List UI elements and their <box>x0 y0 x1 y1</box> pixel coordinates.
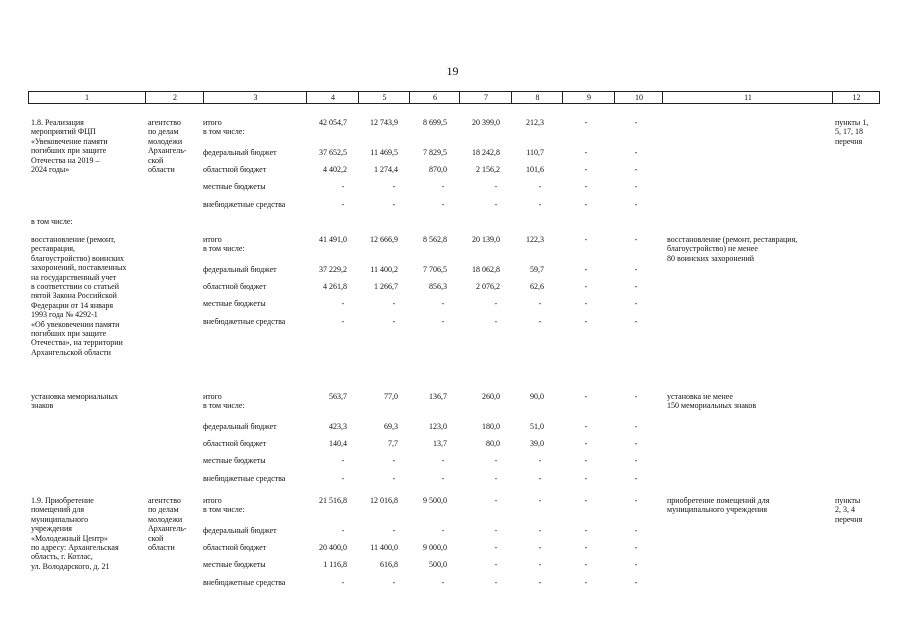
value-cell: - <box>584 282 588 291</box>
value-cell: - <box>584 148 588 157</box>
block-0-ref-line: перечня <box>835 136 863 146</box>
value-cell: - <box>341 474 345 483</box>
block-0-executor-line: ской <box>148 155 164 165</box>
value-cell: 870,0 <box>429 165 447 174</box>
row-label: федеральный бюджет <box>203 265 277 274</box>
value-cell: - <box>634 200 638 209</box>
value-cell: - <box>634 392 638 401</box>
value-cell: 4 261,8 <box>323 282 347 291</box>
value-cell: 122,3 <box>526 235 544 244</box>
value-cell: - <box>494 317 498 326</box>
row-label: областной бюджет <box>203 543 267 552</box>
row-label: итого <box>203 392 222 401</box>
block-1-title-line: пятой Закона Российской <box>31 291 117 301</box>
block-3-result-line: муниципального учреждения <box>667 505 768 515</box>
block-0-ref-line: пункты 1, <box>835 118 869 127</box>
row-label: федеральный бюджет <box>203 422 277 431</box>
value-cell: 18 242,8 <box>472 148 500 157</box>
row-label: итого <box>203 496 222 505</box>
value-cell: 59,7 <box>530 265 544 274</box>
row-sublabel: в том числе: <box>203 401 245 411</box>
block-3-ref-line: 2, 3, 4 <box>835 505 855 515</box>
page-number: 19 <box>446 64 459 78</box>
value-cell: - <box>494 578 498 587</box>
value-cell: - <box>341 526 345 535</box>
block-1-title-line: реставрация, <box>31 244 76 254</box>
value-cell: - <box>584 543 588 552</box>
value-cell: 8 562,8 <box>423 235 447 244</box>
block-1-result-line: 80 воинских захоронений <box>667 253 755 263</box>
value-cell: - <box>634 578 638 587</box>
value-cell: - <box>584 496 588 505</box>
row-sublabel: в том числе: <box>203 127 245 137</box>
value-cell: - <box>392 182 396 191</box>
block-0-executor-line: области <box>148 165 175 174</box>
block-1-title-line: «Об увековечении памяти <box>31 319 120 329</box>
value-cell: - <box>341 578 345 587</box>
header-col-9: 9 <box>562 92 615 103</box>
value-cell: - <box>634 422 638 431</box>
block-3-executor-line: молодежи <box>148 514 183 524</box>
block-3-executor-line: Архангель- <box>148 524 187 534</box>
value-cell: - <box>538 560 542 569</box>
value-cell: - <box>441 200 445 209</box>
row-label: местные бюджеты <box>203 299 266 308</box>
block-3-result-line: приобретение помещений для <box>667 496 770 505</box>
value-cell: - <box>494 200 498 209</box>
block-1-title-line: Отечества», на территории <box>31 338 123 348</box>
value-cell: 12 743,9 <box>370 118 398 127</box>
row-label: внебюджетные средства <box>203 578 286 587</box>
value-cell: - <box>538 182 542 191</box>
value-cell: 110,7 <box>526 148 544 157</box>
value-cell: - <box>341 299 345 308</box>
value-cell: 62,6 <box>530 282 544 291</box>
value-cell: - <box>441 474 445 483</box>
block-0-ref-line: 5, 17, 18 <box>835 127 863 137</box>
block-3-title-line: 1.9. Приобретение <box>31 496 94 505</box>
value-cell: - <box>584 456 588 465</box>
value-cell: - <box>392 299 396 308</box>
value-cell: - <box>584 439 588 448</box>
value-cell: 101,6 <box>526 165 544 174</box>
row-label: внебюджетные средства <box>203 474 286 483</box>
value-cell: 20 139,0 <box>472 235 500 244</box>
row-sublabel: в том числе: <box>203 244 245 254</box>
value-cell: - <box>634 439 638 448</box>
block-0-title-line: 2024 годы» <box>31 165 70 174</box>
value-cell: - <box>494 526 498 535</box>
value-cell: - <box>494 182 498 191</box>
value-cell: 77,0 <box>384 392 398 401</box>
value-cell: 37 652,5 <box>319 148 347 157</box>
value-cell: 1 116,8 <box>323 560 347 569</box>
header-col-10: 10 <box>614 92 663 103</box>
block-2-result-line: 150 мемориальных знаков <box>667 401 757 411</box>
block-3-executor-line: агентство <box>148 496 181 505</box>
header-col-8: 8 <box>511 92 563 103</box>
value-cell: 39,0 <box>530 439 544 448</box>
value-cell: 11 400,0 <box>370 543 398 552</box>
value-cell: 180,0 <box>482 422 500 431</box>
value-cell: - <box>494 543 498 552</box>
value-cell: 140,4 <box>329 439 347 448</box>
header-col-5: 5 <box>358 92 410 103</box>
block-3-executor-line: по делам <box>148 505 179 515</box>
value-cell: 21 516,8 <box>319 496 347 505</box>
value-cell: 7 706,5 <box>423 265 447 274</box>
value-cell: - <box>494 496 498 505</box>
header-col-12: 12 <box>832 92 880 103</box>
value-cell: - <box>538 474 542 483</box>
value-cell: - <box>441 526 445 535</box>
header-col-6: 6 <box>409 92 460 103</box>
block-3-title-line: муниципального <box>31 514 89 524</box>
value-cell: 7 829,5 <box>423 148 447 157</box>
value-cell: - <box>584 526 588 535</box>
value-cell: 2 076,2 <box>476 282 500 291</box>
value-cell: - <box>341 200 345 209</box>
value-cell: - <box>538 317 542 326</box>
value-cell: - <box>584 165 588 174</box>
value-cell: - <box>584 235 588 244</box>
value-cell: - <box>392 526 396 535</box>
value-cell: 11 400,2 <box>370 265 398 274</box>
value-cell: - <box>584 182 588 191</box>
row-label: областной бюджет <box>203 165 267 174</box>
table-header <box>28 91 880 104</box>
value-cell: 8 699,5 <box>423 118 447 127</box>
value-cell: - <box>538 526 542 535</box>
row-label: федеральный бюджет <box>203 148 277 157</box>
row-label: областной бюджет <box>203 282 267 291</box>
value-cell: - <box>538 456 542 465</box>
value-cell: 9 500,0 <box>423 496 447 505</box>
value-cell: - <box>584 392 588 401</box>
block-1-title-line: на государственный учет <box>31 272 117 282</box>
value-cell: 51,0 <box>530 422 544 431</box>
value-cell: - <box>494 299 498 308</box>
block-1-title-line: в соответствии со статьей <box>31 282 119 291</box>
value-cell: 37 229,2 <box>319 265 347 274</box>
value-cell: 20 399,0 <box>472 118 500 127</box>
header-col-3: 3 <box>203 92 307 103</box>
block-3-title-line: помещений для <box>31 505 85 515</box>
block-1-title-line: Федерации от 14 января <box>31 300 114 310</box>
value-cell: 563,7 <box>329 392 347 401</box>
value-cell: - <box>441 317 445 326</box>
header-col-1: 1 <box>85 93 89 102</box>
value-cell: 12 016,8 <box>370 496 398 505</box>
section-note: в том числе: <box>31 217 73 226</box>
value-cell: - <box>634 148 638 157</box>
block-0-title-line: 1.8. Реализация <box>31 118 84 127</box>
value-cell: 123,0 <box>429 422 447 431</box>
value-cell: 90,0 <box>530 392 544 401</box>
block-1-title-line: погибших при защите <box>31 329 107 338</box>
value-cell: - <box>494 456 498 465</box>
block-3-ref-line: пункты <box>835 496 861 505</box>
value-cell: - <box>634 317 638 326</box>
value-cell: 136,7 <box>429 392 447 401</box>
block-1-title-line: восстановление (ремонт, <box>31 235 116 244</box>
value-cell: 423,3 <box>329 422 347 431</box>
value-cell: - <box>392 578 396 587</box>
row-label: внебюджетные средства <box>203 317 286 326</box>
value-cell: - <box>634 496 638 505</box>
row-label: местные бюджеты <box>203 456 266 465</box>
value-cell: 7,7 <box>388 439 398 448</box>
value-cell: - <box>634 265 638 274</box>
value-cell: - <box>441 456 445 465</box>
row-label: внебюджетные средства <box>203 200 286 209</box>
value-cell: - <box>634 235 638 244</box>
row-label: итого <box>203 118 222 127</box>
value-cell: 616,8 <box>380 560 398 569</box>
value-cell: - <box>584 265 588 274</box>
value-cell: - <box>634 299 638 308</box>
value-cell: - <box>538 496 542 505</box>
block-3-title-line: «Молодежный Центр» <box>31 533 108 543</box>
value-cell: - <box>341 317 345 326</box>
value-cell: - <box>538 200 542 209</box>
value-cell: - <box>634 560 638 569</box>
block-2-title-line: установка мемориальных <box>31 392 118 401</box>
value-cell: - <box>634 456 638 465</box>
block-1-result-line: восстановление (ремонт, реставрация, <box>667 235 798 244</box>
value-cell: - <box>538 299 542 308</box>
value-cell: - <box>538 578 542 587</box>
row-sublabel: в том числе: <box>203 505 245 515</box>
value-cell: 4 402,2 <box>323 165 347 174</box>
block-3-title-line: по адресу: Архангельская <box>31 543 119 552</box>
block-0-title-line: погибших при защите <box>31 146 107 156</box>
value-cell: - <box>392 200 396 209</box>
block-0-executor-line: Архангель- <box>148 146 187 156</box>
value-cell: 20 400,0 <box>319 543 347 552</box>
block-3-title-line: область, г. Котлас, <box>31 552 93 562</box>
block-1-title-line: захоронений, поставленных <box>31 263 127 273</box>
row-label: федеральный бюджет <box>203 526 277 535</box>
value-cell: 11 469,5 <box>370 148 398 157</box>
value-cell: - <box>441 578 445 587</box>
block-0-executor-line: молодежи <box>148 136 183 146</box>
value-cell: - <box>584 474 588 483</box>
value-cell: 80,0 <box>486 439 500 448</box>
value-cell: - <box>538 543 542 552</box>
value-cell: - <box>341 456 345 465</box>
value-cell: 1 266,7 <box>374 282 398 291</box>
value-cell: - <box>584 317 588 326</box>
value-cell: - <box>634 118 638 127</box>
value-cell: - <box>392 317 396 326</box>
block-2-title-line: знаков <box>31 401 54 411</box>
value-cell: 1 274,4 <box>374 165 398 174</box>
header-col-4: 4 <box>306 92 359 103</box>
block-0-title-line: «Увековечение памяти <box>31 136 108 146</box>
value-cell: 18 062,8 <box>472 265 500 274</box>
value-cell: 69,3 <box>384 422 398 431</box>
block-3-ref-line: перечня <box>835 514 863 524</box>
value-cell: - <box>634 474 638 483</box>
row-label: областной бюджет <box>203 439 267 448</box>
value-cell: 2 156,2 <box>476 165 500 174</box>
block-3-executor-line: области <box>148 543 175 552</box>
row-label: итого <box>203 235 222 244</box>
value-cell: 41 491,0 <box>319 235 347 244</box>
value-cell: - <box>441 299 445 308</box>
block-2-result-line: установка не менее <box>667 392 733 401</box>
block-1-title-line: благоустройство) воинских <box>31 253 125 263</box>
block-3-executor-line: ской <box>148 533 164 543</box>
value-cell: - <box>634 543 638 552</box>
value-cell: 9 000,0 <box>423 543 447 552</box>
row-label: местные бюджеты <box>203 560 266 569</box>
value-cell: - <box>634 282 638 291</box>
header-col-2: 2 <box>145 92 204 103</box>
block-0-title-line: мероприятий ФЦП <box>31 127 96 137</box>
value-cell: - <box>584 299 588 308</box>
header-col-11: 11 <box>662 92 833 103</box>
value-cell: - <box>584 200 588 209</box>
value-cell: - <box>341 182 345 191</box>
header-col-7: 7 <box>459 92 512 103</box>
value-cell: - <box>584 560 588 569</box>
value-cell: 12 666,9 <box>370 235 398 244</box>
value-cell: - <box>494 474 498 483</box>
value-cell: - <box>392 474 396 483</box>
value-cell: 42 054,7 <box>319 118 347 127</box>
value-cell: - <box>441 182 445 191</box>
value-cell: - <box>634 182 638 191</box>
block-0-title-line: Отечества на 2019 – <box>31 155 100 165</box>
value-cell: - <box>584 118 588 127</box>
block-0-executor-line: по делам <box>148 127 179 137</box>
value-cell: - <box>584 422 588 431</box>
block-1-title-line: Архангельской области <box>31 347 111 357</box>
value-cell: - <box>584 578 588 587</box>
block-3-title-line: ул. Володарского, д. 21 <box>31 561 110 571</box>
value-cell: 260,0 <box>482 392 500 401</box>
value-cell: 500,0 <box>429 560 447 569</box>
value-cell: - <box>392 456 396 465</box>
row-label: местные бюджеты <box>203 182 266 191</box>
value-cell: - <box>634 526 638 535</box>
value-cell: 13,7 <box>433 439 447 448</box>
block-1-title-line: 1993 года № 4292-1 <box>31 310 98 320</box>
value-cell: 212,3 <box>526 118 544 127</box>
block-3-title-line: учреждения <box>31 524 72 534</box>
value-cell: 856,3 <box>429 282 447 291</box>
block-0-executor-line: агентство <box>148 118 181 127</box>
value-cell: - <box>634 165 638 174</box>
block-1-result-line: благоустройство) не менее <box>667 244 758 254</box>
value-cell: - <box>494 560 498 569</box>
